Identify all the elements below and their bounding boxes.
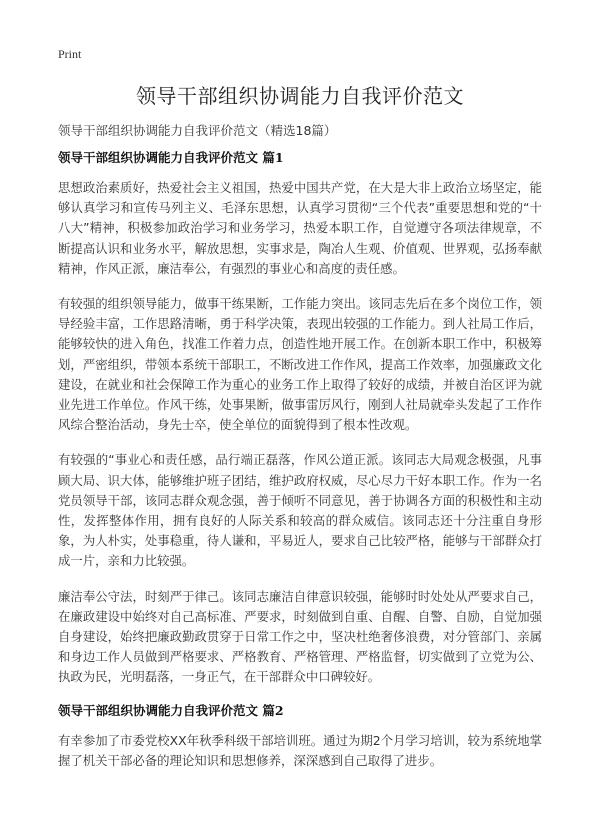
paragraph: 廉洁奉公守法，时刻严于律己。该同志廉洁自律意识较强，能够时时处处从严要求自己，在廉政建设中始终对自己高标准、严要求，时刻做到自重、自醒、自警、自励，自觉加强自身建设，始终把廉政勤政贯穿于日常工作之中，坚决杜绝奢侈浪费，对分管部门、亲属和身边工作人员做到严格要求、严格教育、严格管理、严格监督，切实做到了立党为公、执政为民，光明磊落，一身正气，在干部群众中口碑较好。 [58,588,542,685]
paragraph: 有较强的“事业心和责任感，品行端正磊落，作风公道正派。该同志大局观念极强，凡事顾大局、识大体，能够维护班子团结，维护政府权威，尽心尽力干好本职工作。作为一名党员领导干部，该同志群众观念强，善于倾听不同意见，善于协调各方面的积极性和主动性，发挥整体作用，拥有良好的人际关系和较高的群众威信。该同志还十分注重自身形象，为人朴实，处事稳重，待人谦和，平易近人，要求自己比较严格，能够与干部群众打成一片，亲和力比较强。 [58,452,542,569]
page-subtitle: 领导干部组织协调能力自我评价范文（精选18篇） [58,123,337,138]
section-heading: 领导干部组织协调能力自我评价范文 篇2 [58,702,284,718]
page-title: 领导干部组织协调能力自我评价范文 [136,84,464,108]
paragraph: 思想政治素质好，热爱社会主义祖国，热爱中国共产党，在大是大非上政治立场坚定，能够认真学习和宣传马列主义、毛泽东思想，认真学习贯彻“三个代表”重要思想和党的“十八大”精神，积极参加政治学习和业务学习，热爱本职工作，自觉遵守各项法律规章，不断提高认识和业务水平，解放思想，实事求是，陶冶人生观、价值观、世界观，弘扬奉献精神，作风正派，廉洁奉公，有强烈的事业心和高度的责任感。 [58,180,542,276]
paragraph: 有幸参加了市委党校XX年秋季科级干部培训班。通过为期2个月学习培训，较为系统地掌握了机关干部必备的理论知识和思想修养，深深感到自己取得了进步。 [58,732,542,768]
article-body [58,150,542,786]
print-link[interactable]: Print [58,47,82,61]
section-heading: 领导干部组织协调能力自我评价范文 篇1 [58,150,284,165]
paragraph: 有较强的组织领导能力，做事干练果断，工作能力突出。该同志先后在多个岗位工作，领导经验丰富，工作思路清晰，勇于科学决策，表现出较强的工作能力。到人社局工作后，能够较快的进入角色，找准工作着力点，创造性地开展工作。在创新本职工作中，积极筹划，严密组织，带领本系统干部职工，不断改进工作作风，提高工作效率，加强廉政文化建设，在就业和社会保障工作为重心的业务工作上取得了较好的成绩，并被自治区评为就业先进工作单位。作风干练，处事果断，做事雷厉风行，刚到人社局就牵头发起了工作作风综合整治活动，身先士卒，使全单位的面貌得到了根本性改观。 [58,296,542,433]
